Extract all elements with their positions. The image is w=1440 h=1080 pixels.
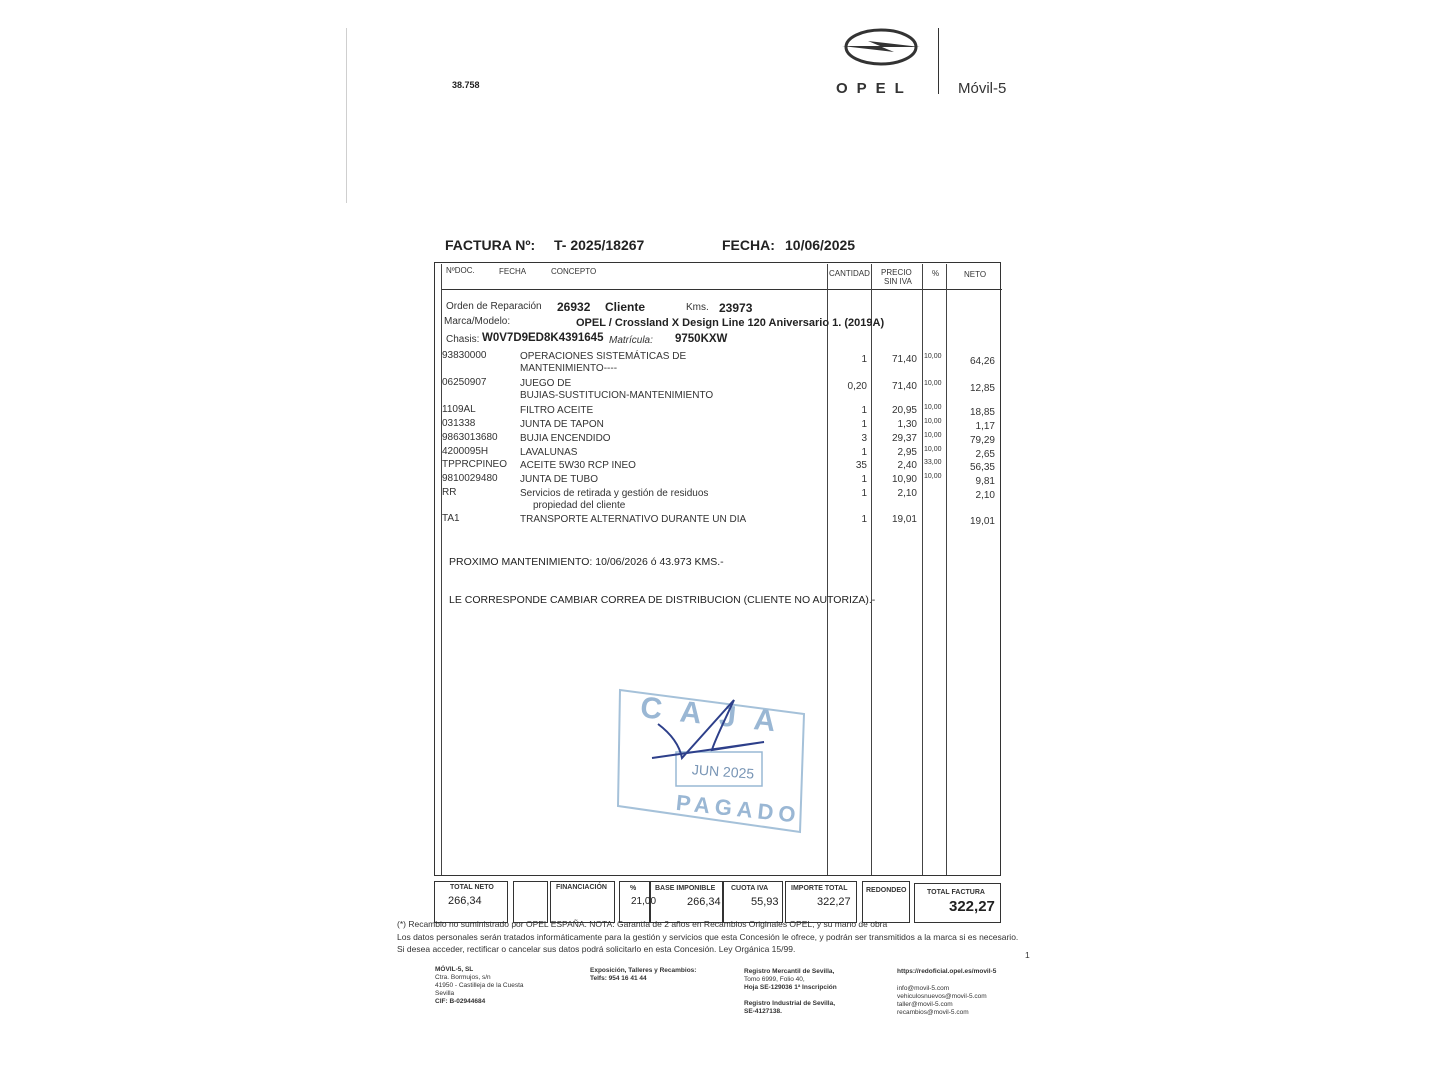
matricula-value: 9750KXW	[675, 333, 728, 345]
col-header-ndoc: NºDOC.	[446, 266, 475, 275]
line-description: LAVALUNAS	[520, 447, 578, 458]
footer-company-line: MÓVIL-5, SL	[435, 966, 474, 973]
line-quantity: 1	[861, 474, 867, 485]
stamp-date: JUN 2025	[691, 761, 755, 782]
line-code: 9810029480	[442, 473, 498, 484]
orden-label: Orden de Reparación	[446, 301, 542, 312]
line-code: 031338	[442, 418, 476, 429]
line-price: 19,01	[891, 514, 917, 525]
factura-label: FACTURA Nº:	[445, 237, 536, 253]
importe-total-box	[785, 881, 857, 923]
blank-total-box	[513, 881, 548, 923]
line-price: 71,40	[891, 354, 917, 365]
footer-registro-line	[744, 992, 837, 1000]
line-pct: 10,00	[924, 353, 942, 360]
line-code: 06250907	[442, 377, 487, 388]
col-header-concepto: CONCEPTO	[551, 267, 597, 276]
legal-line-3: Si desea acceder, rectificar o cancelar sus datos podrá solicitarlo en esta Concesión. Ley Orgánica 15/99.	[397, 944, 796, 954]
footer-registro-line: Registro Industrial de Sevilla,	[744, 1000, 836, 1007]
footer-company-line: 41950 - Castilleja de la Cuesta	[435, 982, 524, 989]
total-factura-box	[914, 883, 1001, 923]
cuota-iva-value: 55,93	[751, 896, 779, 908]
base-imponible-value: 266,34	[687, 896, 721, 908]
line-code: 9863013680	[442, 432, 498, 443]
line-price: 20,95	[891, 405, 917, 416]
footer-registro-line: Hoja SE-129036 1ª Inscripción	[744, 984, 837, 991]
line-pct: 10,00	[924, 446, 942, 453]
line-description-cont: MANTENIMIENTO----	[520, 363, 618, 374]
footer-registro-line: SE-4127138.	[744, 1008, 782, 1015]
line-code: TA1	[442, 513, 460, 524]
footer-company	[435, 966, 524, 1006]
footer-registro	[744, 968, 837, 1016]
importe-total-value: 322,27	[817, 896, 851, 908]
line-description: Servicios de retirada y gestión de residuos	[520, 488, 709, 499]
line-price: 2,40	[897, 460, 917, 471]
table-header-divider	[441, 289, 1002, 290]
line-pct: 10,00	[924, 473, 942, 480]
line-quantity: 1	[861, 447, 867, 458]
col-header-pct: %	[932, 269, 940, 278]
column-divider-neto	[946, 264, 947, 875]
dealer-name: Móvil-5	[958, 80, 1007, 97]
line-description: JUNTA DE TUBO	[520, 474, 598, 485]
marca-label: Marca/Modelo:	[444, 316, 511, 327]
kms-label: Kms.	[686, 302, 709, 313]
line-neto: 1,17	[975, 421, 995, 432]
line-code: TPPRCPINEO	[442, 459, 508, 470]
line-pct: 10,00	[924, 380, 942, 387]
marca-value: OPEL / Crossland X Design Line 120 Aniversario 1. (2019A)	[576, 317, 885, 329]
matricula-label: Matrícula:	[609, 335, 653, 346]
line-neto: 19,01	[969, 516, 995, 527]
line-neto: 79,29	[969, 435, 995, 446]
line-neto: 9,81	[975, 476, 995, 487]
total-neto-label: TOTAL NETO	[450, 884, 494, 891]
line-quantity: 1	[861, 354, 867, 365]
stamp-word: CAJA	[638, 691, 796, 741]
pct-value: 21,00	[631, 896, 657, 907]
total-factura-label: TOTAL FACTURA	[927, 889, 985, 896]
pct-label: %	[630, 885, 637, 892]
stamp-bottom: PAGADO	[674, 789, 802, 828]
redondeo-label: REDONDEO	[866, 887, 907, 894]
importe-total-label: IMPORTE TOTAL	[791, 885, 848, 892]
base-imponible-box	[650, 881, 723, 923]
proximo-mantenimiento-note: PROXIMO MANTENIMIENTO: 10/06/2026 ó 43.973 KMS.-	[449, 556, 724, 568]
line-neto: 2,65	[975, 449, 995, 460]
brand-name: OPEL	[836, 80, 913, 97]
financiacion-box	[550, 881, 615, 923]
factura-number: T- 2025/18267	[554, 237, 645, 253]
line-price: 29,37	[891, 433, 917, 444]
line-description: JUEGO DE	[520, 378, 572, 389]
pct-box	[619, 881, 657, 923]
line-description: JUNTA DE TAPON	[520, 419, 604, 430]
col-header-sin-iva: SIN IVA	[884, 277, 912, 286]
line-pct: 10,00	[924, 404, 942, 411]
col-header-precio: PRECIO	[881, 268, 912, 277]
total-neto-value: 266,34	[448, 895, 482, 907]
line-description: ACEITE 5W30 RCP INEO	[520, 460, 636, 471]
line-quantity: 1	[861, 405, 867, 416]
footer-exposicion-line: Exposición, Talleres y Recambios:	[590, 967, 697, 974]
column-divider-pct	[922, 264, 923, 875]
line-quantity: 3	[861, 433, 867, 444]
footer-email-link[interactable]: info@movil-5.com	[897, 985, 950, 992]
footer-registro-line: Registro Mercantil de Sevilla,	[744, 968, 835, 975]
line-quantity: 35	[855, 460, 867, 471]
line-price: 1,30	[897, 419, 917, 430]
line-description-cont: BUJIAS-SUSTITUCION-MANTENIMIENTO	[520, 390, 714, 401]
line-description-cont: propiedad del cliente	[533, 500, 626, 511]
cliente-label: Cliente	[605, 300, 646, 314]
total-neto-box	[434, 881, 508, 923]
line-quantity: 1	[861, 488, 867, 499]
footer-company-line: Sevilla	[435, 990, 455, 997]
line-neto: 18,85	[969, 407, 995, 418]
chasis-value: W0V7D9ED8K4391645	[482, 332, 604, 344]
footer-exposicion	[590, 967, 696, 983]
line-neto: 64,26	[969, 356, 995, 367]
brand-separator	[938, 28, 939, 94]
footer-email-link[interactable]: vehiculosnuevos@movil-5.com	[897, 993, 987, 1000]
line-code: 4200095H	[442, 446, 489, 457]
cuota-iva-box	[723, 881, 783, 923]
line-description: FILTRO ACEITE	[520, 405, 594, 416]
footer-emails	[897, 985, 987, 1017]
opel-lightning-logo-icon	[838, 27, 924, 72]
total-factura-value: 322,27	[949, 898, 995, 915]
line-price: 2,95	[897, 447, 917, 458]
footer-email-link[interactable]: recambios@movil-5.com	[897, 1009, 969, 1016]
line-code: 93830000	[442, 350, 487, 361]
line-pct: 10,00	[924, 418, 942, 425]
legal-line-1: (*) Recambio no suministrado por OPEL ESPAÑA. NOTA: Garantía de 2 años en Recambios Originales OPEL, y su mano de obra	[397, 919, 888, 929]
col-header-fecha: FECHA	[499, 267, 527, 276]
footer-exposicion-line: Telfs: 954 16 41 44	[590, 975, 647, 982]
line-price: 10,90	[891, 474, 917, 485]
col-header-neto: NETO	[964, 270, 987, 279]
footer-company-line: CIF: B-02944684	[435, 998, 486, 1005]
line-quantity: 1	[861, 514, 867, 525]
chasis-label: Chasis:	[446, 334, 480, 345]
line-description: OPERACIONES SISTEMÁTICAS DE	[520, 351, 687, 362]
line-neto: 56,35	[969, 462, 995, 473]
redondeo-box	[862, 881, 910, 923]
line-pct: 10,00	[924, 432, 942, 439]
footer-company-line: Ctra. Bormujos, s/n	[435, 974, 491, 981]
line-quantity: 0,20	[847, 381, 867, 392]
footer-email-link[interactable]: taller@movil-5.com	[897, 1001, 953, 1008]
line-price: 2,10	[897, 488, 917, 499]
line-neto: 12,85	[969, 383, 995, 394]
line-code: 1109AL	[442, 404, 476, 415]
col-header-cantidad: CANTIDAD	[829, 269, 870, 278]
fecha-label: FECHA:	[722, 237, 775, 253]
line-neto: 2,10	[975, 490, 995, 501]
page-number: 1	[1025, 950, 1030, 960]
line-description: BUJIA ENCENDIDO	[520, 433, 611, 444]
correa-distribucion-note: LE CORRESPONDE CAMBIAR CORREA DE DISTRIBUCION (CLIENTE NO AUTORIZA).-	[449, 594, 876, 606]
financiacion-label: FINANCIACIÓN	[556, 884, 607, 891]
caja-pagado-stamp	[616, 686, 806, 841]
base-imponible-label: BASE IMPONIBLE	[655, 885, 716, 892]
legal-line-2: Los datos personales serán tratados informáticamente para la gestión y servicios que esta Concesión le ofrece, y podrán ser transmitidos a la marca si es necesario.	[397, 932, 1019, 942]
cuota-iva-label: CUOTA IVA	[731, 885, 769, 892]
footer-web-link[interactable]: https://redoficial.opel.es/movil-5	[897, 968, 997, 975]
line-code: RR	[442, 487, 457, 498]
line-quantity: 1	[861, 419, 867, 430]
kms-value: 23973	[719, 301, 753, 315]
orden-value: 26932	[557, 300, 591, 314]
page-margin-line	[346, 28, 347, 203]
line-pct: 33,00	[924, 459, 942, 466]
line-description: TRANSPORTE ALTERNATIVO DURANTE UN DIA	[520, 514, 747, 525]
fecha-value: 10/06/2025	[785, 237, 856, 253]
footer-registro-line: Tomo 6999, Folio 40,	[744, 976, 805, 983]
line-price: 71,40	[891, 381, 917, 392]
document-number: 38.758	[452, 80, 480, 90]
